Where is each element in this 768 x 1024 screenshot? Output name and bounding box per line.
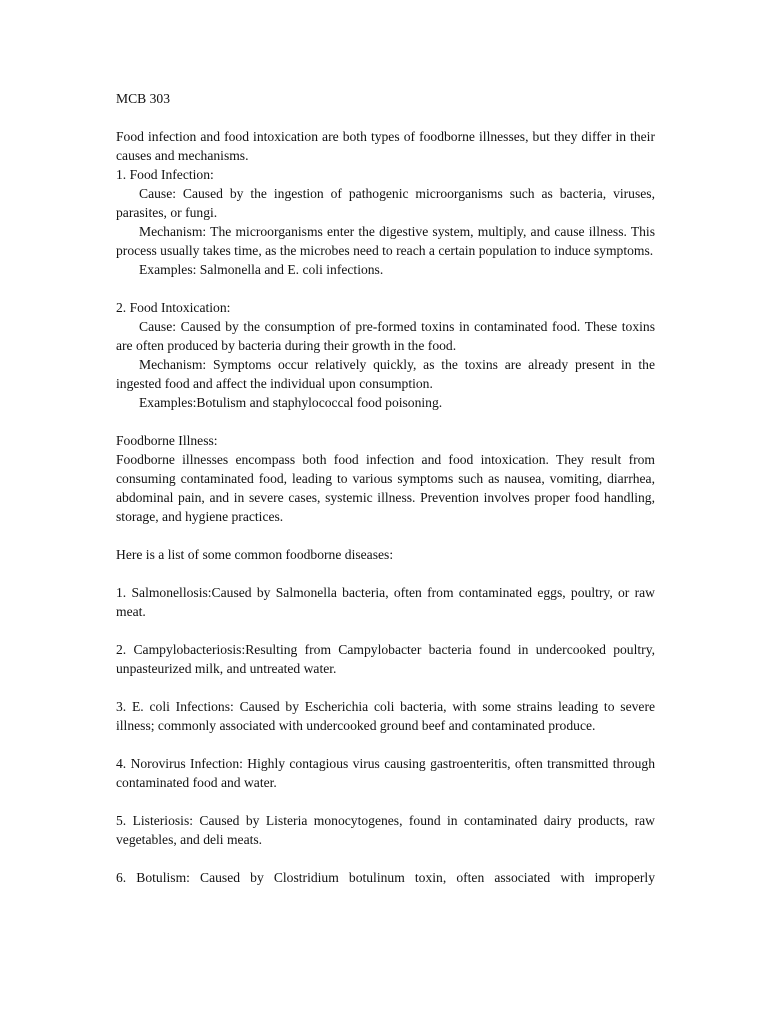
spacer [116, 279, 655, 298]
food-intoxication-cause: Cause: Caused by the consumption of pre-formed toxins in contaminated food. These toxins are often produced by bacteria during their growth in the food. [116, 319, 655, 353]
foodborne-illness-heading: Foodborne Illness: [116, 433, 218, 448]
disease-item-listeriosis: 5. Listeriosis: Caused by Listeria monocytogenes, found in contaminated dairy products, raw vegetables, and deli meats. [116, 813, 655, 847]
disease-list-intro: Here is a list of some common foodborne diseases: [116, 547, 394, 562]
disease-item-ecoli: 3. E. coli Infections: Caused by Escherichia coli bacteria, with some strains leading to severe illness; commonly associated with undercooked ground beef and contaminated produce. [116, 699, 655, 733]
disease-item-norovirus: 4. Norovirus Infection: Highly contagious virus causing gastroenteritis, often transmitted through contaminated food and water. [116, 756, 655, 790]
spacer [116, 849, 655, 868]
food-infection-mechanism: Mechanism: The microorganisms enter the digestive system, multiply, and cause illness. This process usually takes time, as the microbes need to reach a certain population to induce symptoms. [116, 224, 655, 258]
food-infection-heading: 1. Food Infection: [116, 167, 214, 182]
course-code: MCB 303 [116, 91, 171, 106]
spacer [116, 526, 655, 545]
food-intoxication-examples: Examples:Botulism and staphylococcal food poisoning. [139, 395, 443, 410]
food-infection-examples: Examples: Salmonella and E. coli infections. [139, 262, 384, 277]
disease-item-botulism: 6. Botulism: Caused by Clostridium botulinum toxin, often associated with improperly [116, 870, 655, 885]
food-intoxication-mechanism: Mechanism: Symptoms occur relatively quickly, as the toxins are already present in the ingested food and affect the individual upon consumption. [116, 357, 655, 391]
spacer [116, 621, 655, 640]
spacer [116, 564, 655, 583]
foodborne-illness-body: Foodborne illnesses encompass both food infection and food intoxication. They result from consuming contaminated food, leading to various symptoms such as nausea, vomiting, diarrhea, abdominal pain, and in severe cases, systemic illness. Prevention involves proper food handling, storage, and hygiene practices. [116, 452, 655, 524]
disease-item-campylobacteriosis: 2. Campylobacteriosis:Resulting from Campylobacter bacteria found in undercooked poultry, unpasteurized milk, and untreated water. [116, 642, 655, 676]
intro-paragraph: Food infection and food intoxication are both types of foodborne illnesses, but they differ in their causes and mechanisms. [116, 129, 655, 163]
document-page [116, 89, 655, 887]
disease-item-salmonellosis: 1. Salmonellosis:Caused by Salmonella bacteria, often from contaminated eggs, poultry, or raw meat. [116, 585, 655, 619]
spacer [116, 412, 655, 431]
spacer [116, 108, 655, 127]
spacer [116, 678, 655, 697]
spacer [116, 792, 655, 811]
food-infection-cause: Cause: Caused by the ingestion of pathogenic microorganisms such as bacteria, viruses, parasites, or fungi. [116, 186, 655, 220]
spacer [116, 735, 655, 754]
food-intoxication-heading: 2. Food Intoxication: [116, 300, 231, 315]
